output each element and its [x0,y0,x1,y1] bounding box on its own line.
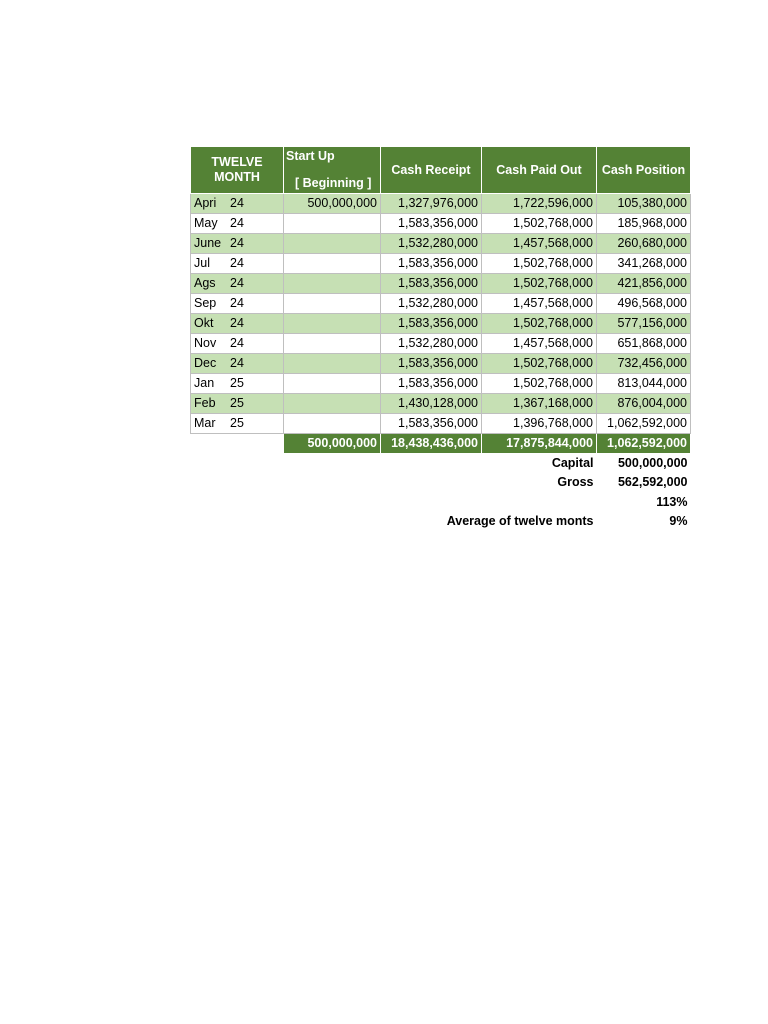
cash-receipt-cell: 1,532,280,000 [381,234,482,254]
month-cell [191,394,284,414]
totals-section [191,434,691,454]
cash-flow-table [190,146,691,531]
cash-position-cell: 577,156,000 [597,314,691,334]
month-name: Jan [194,376,215,390]
cash-position-cell: 1,062,592,000 [597,414,691,434]
gross-row [191,473,691,492]
table-row [191,374,691,394]
month-cell [191,334,284,354]
cash-position-cell: 105,380,000 [597,194,691,214]
average-value: 9% [597,512,691,531]
cash-paid-out-cell: 1,502,768,000 [482,314,597,334]
table-row [191,314,691,334]
header-start-up [284,147,381,194]
table-row [191,234,691,254]
cash-paid-out-cell: 1,722,596,000 [482,194,597,214]
month-year: 24 [230,216,244,230]
table-row [191,334,691,354]
gross-label: Gross [482,473,597,492]
summary-section [191,454,691,532]
cash-receipt-cell: 1,583,356,000 [381,254,482,274]
cash-flow-sheet [190,146,691,531]
month-year: 24 [230,196,244,210]
capital-value: 500,000,000 [597,454,691,474]
table-row [191,354,691,374]
cash-paid-out-cell: 1,457,568,000 [482,234,597,254]
table-row [191,214,691,234]
month-year: 24 [230,276,244,290]
cash-receipt-cell: 1,583,356,000 [381,354,482,374]
cash-receipt-cell: 1,430,128,000 [381,394,482,414]
cash-position-cell: 496,568,000 [597,294,691,314]
table-row [191,294,691,314]
ratio-row [191,492,691,511]
table-row [191,414,691,434]
month-name: Mar [194,416,216,430]
month-year: 25 [230,376,244,390]
cash-receipt-cell: 1,583,356,000 [381,314,482,334]
month-name: Apri [194,196,217,210]
start-up-cell [284,254,381,274]
cash-paid-out-cell: 1,502,768,000 [482,274,597,294]
month-name: Sep [194,296,217,310]
cash-position-cell: 421,856,000 [597,274,691,294]
cash-paid-out-cell: 1,502,768,000 [482,214,597,234]
header-row [191,147,691,194]
cash-receipt-cell: 1,583,356,000 [381,274,482,294]
cash-position-cell: 185,968,000 [597,214,691,234]
capital-label: Capital [482,454,597,474]
table-row [191,254,691,274]
cash-paid-out-cell: 1,502,768,000 [482,254,597,274]
header-cash-receipt: Cash Receipt [381,147,482,194]
average-label: Average of twelve monts [381,512,597,531]
capital-row [191,454,691,474]
totals-blank-cell [191,434,284,454]
month-cell [191,354,284,374]
cash-receipt-cell: 1,532,280,000 [381,334,482,354]
totals-row [191,434,691,454]
table-row [191,394,691,414]
start-up-cell [284,274,381,294]
month-cell [191,414,284,434]
month-name: Okt [194,316,214,330]
month-name: Ags [194,276,216,290]
start-up-cell [284,414,381,434]
month-cell [191,194,284,214]
cash-position-cell: 260,680,000 [597,234,691,254]
cash-position-cell: 732,456,000 [597,354,691,374]
month-year: 24 [230,296,244,310]
month-year: 24 [230,256,244,270]
start-up-cell: 500,000,000 [284,194,381,214]
cash-position-cell: 651,868,000 [597,334,691,354]
month-cell [191,294,284,314]
header-start-line2: [ Beginning ] [295,176,372,190]
header-month: TWELVE MONTH [191,147,284,194]
month-rows [191,194,691,434]
start-up-cell [284,394,381,414]
ratio-value: 113% [597,492,691,511]
month-year: 25 [230,396,244,410]
start-up-cell [284,234,381,254]
start-up-cell [284,334,381,354]
cash-paid-out-cell: 1,367,168,000 [482,394,597,414]
month-name: June [194,236,222,250]
cash-paid-out-cell: 1,396,768,000 [482,414,597,434]
cash-paid-out-cell: 1,457,568,000 [482,294,597,314]
total-start-up: 500,000,000 [284,434,381,454]
month-cell [191,314,284,334]
cash-position-cell: 341,268,000 [597,254,691,274]
month-cell [191,214,284,234]
month-cell [191,374,284,394]
cash-receipt-cell: 1,327,976,000 [381,194,482,214]
month-name: Dec [194,356,217,370]
month-cell [191,234,284,254]
month-cell [191,254,284,274]
total-cash-paid-out: 17,875,844,000 [482,434,597,454]
month-name: Feb [194,396,216,410]
month-name: Nov [194,336,217,350]
cash-position-cell: 876,004,000 [597,394,691,414]
start-up-cell [284,214,381,234]
total-cash-receipt: 18,438,436,000 [381,434,482,454]
month-year: 24 [230,236,244,250]
total-cash-position: 1,062,592,000 [597,434,691,454]
cash-position-cell: 813,044,000 [597,374,691,394]
month-name: Jul [194,256,210,270]
cash-receipt-cell: 1,583,356,000 [381,214,482,234]
table-row [191,194,691,214]
header-cash-position: Cash Position [597,147,691,194]
cash-receipt-cell: 1,583,356,000 [381,414,482,434]
cash-receipt-cell: 1,583,356,000 [381,374,482,394]
start-up-cell [284,374,381,394]
cash-receipt-cell: 1,532,280,000 [381,294,482,314]
table-row [191,274,691,294]
month-year: 24 [230,336,244,350]
month-name: May [194,216,218,230]
month-cell [191,274,284,294]
cash-paid-out-cell: 1,457,568,000 [482,334,597,354]
start-up-cell [284,314,381,334]
gross-value: 562,592,000 [597,473,691,492]
start-up-cell [284,354,381,374]
cash-paid-out-cell: 1,502,768,000 [482,374,597,394]
cash-paid-out-cell: 1,502,768,000 [482,354,597,374]
header-cash-paid-out: Cash Paid Out [482,147,597,194]
average-row [191,512,691,531]
month-year: 24 [230,356,244,370]
start-up-cell [284,294,381,314]
month-year: 25 [230,416,244,430]
header-start-line1: Start Up [286,149,335,163]
month-year: 24 [230,316,244,330]
